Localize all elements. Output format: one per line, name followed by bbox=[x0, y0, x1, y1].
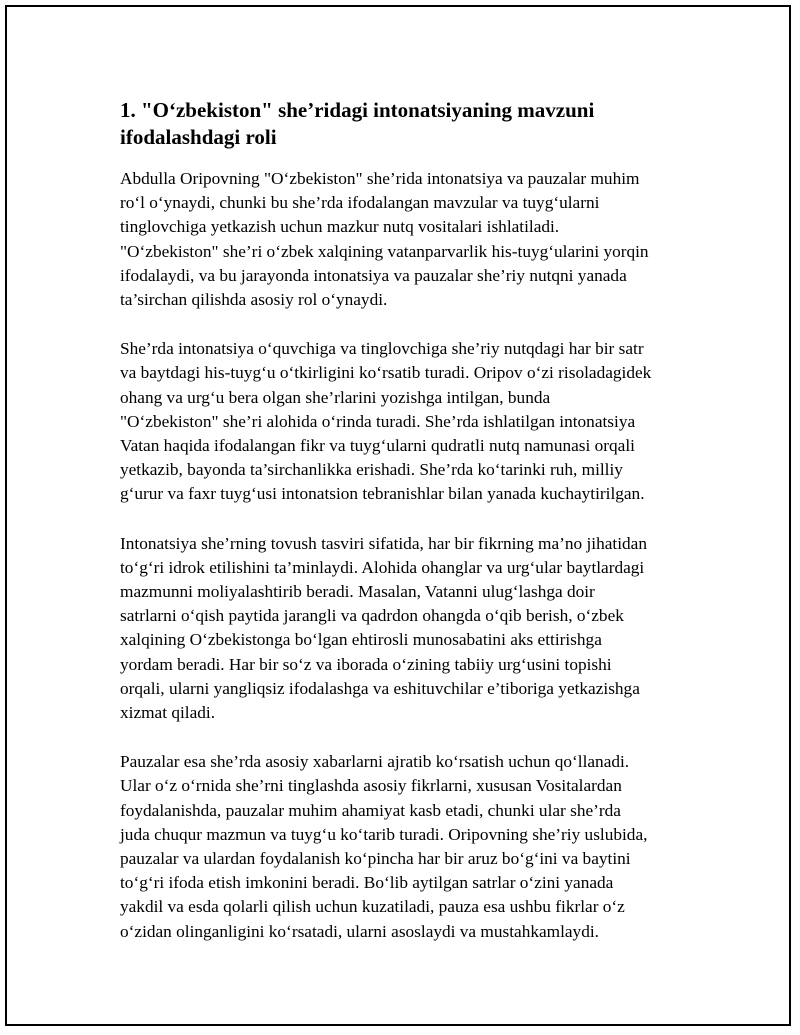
paragraph-3: Intonatsiya she’rning tovush tasviri sifatida, har bir fikrning ma’no jihatidan to‘g‘ri idrok etilishini ta’minlaydi. Alohida ohanglar va urg‘ular baytlardagi mazmunni moliyalashtirib beradi. Masalan, Vatanni ulug‘lashga doir satrlarni o‘qish paytida jarangli va qadrdon ohangda o‘qib berish, o‘zbek xalqining O‘zbekistonga bo‘lgan ehtirosli munosabatini aks ettirishga yordam beradi. Har bir so‘z va iborada o‘zining tabiiy urg‘usini topishi orqali, ularni yangliqsiz ifodalashga va eshituvchilar e’tiboriga yetkazishga xizmat qiladi. bbox=[120, 533, 647, 723]
section-heading: 1. "O‘zbekiston" she’ridagi intonatsiyaning mavzuni ifodalashdagi roli bbox=[120, 98, 595, 149]
document-body bbox=[120, 97, 695, 969]
paragraph-2: She’rda intonatsiya o‘quvchiga va tinglovchiga she’riy nutqdagi har bir satr va baytdagi his-tuyg‘u o‘tkirligini ko‘rsatib turadi. Oripov o‘zi risoladagidek ohang va urg‘u bera olgan she’rlarini yozishga intilgan, bunda "O‘zbekiston" she’ri alohida o‘rinda turadi. She’rda ishlatilgan intonatsiya Vatan haqida ifodalangan fikr va tuyg‘ularni qudratli nutq namunasi orqali yetkazib, bayonda ta’sirchanlikka erishadi. She’rda ko‘tarinki ruh, milliy g‘urur va faxr tuyg‘usi intonatsion tebranishlar bilan yanada kuchaytirilgan. bbox=[120, 339, 652, 504]
page-border-frame bbox=[5, 5, 791, 1026]
paragraph-1: Abdulla Oripovning "O‘zbekiston" she’rida intonatsiya va pauzalar muhim ro‘l o‘ynaydi, chunki bu she’rda ifodalangan mavzular va tuyg‘ularni tinglovchiga yetkazish uchun mazkur nutq vositalari ishlatiladi. "O‘zbekiston" she’ri o‘zbek xalqining vatanparvarlik his-tuyg‘ularini yorqin ifodalaydi, va bu jarayonda intonatsiya va pauzalar she’riy nutqni yanada ta’sirchan qilishda asosiy rol o‘ynaydi. bbox=[120, 169, 649, 310]
paragraph-4: Pauzalar esa she’rda asosiy xabarlarni ajratib ko‘rsatish uchun qo‘llanadi. Ular o‘z o‘rnida she’rni tinglashda asosiy fikrlarni, xususan Vositalardan foydalanishda, pauzalar muhim ahamiyat kasb etadi, chunki ular she’rda juda chuqur mazmun va tuyg‘u ko‘tarib turadi. Oripovning she’riy uslubida, pauzalar va ulardan foydalanish ko‘pincha har bir aruz bo‘g‘ini va baytini to‘g‘ri ifoda etish imkonini beradi. Bo‘lib aytilgan satrlar o‘zini yanada yakdil va esda qolarli qilish uchun kuzatiladi, pauza esa ushbu fikrlar o‘z o‘zidan olinganligini ko‘rsatadi, ularni asoslaydi va mustahkamlaydi. bbox=[120, 752, 648, 941]
